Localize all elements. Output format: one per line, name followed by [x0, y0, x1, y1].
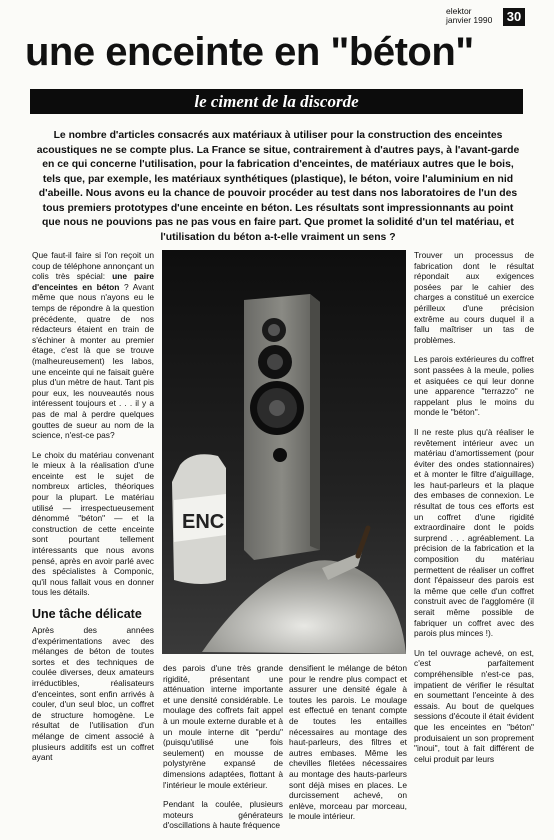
col3-paragraph-1: densifient le mélange de béton pour le rendre plus compact et assurer une densité égale à toutes les parois. Le moulage est effectué en tenant compte de toutes les entailles nécessaires au montage des haut-parleurs, des filtres et autres embases. Même les chevilles filetées nécessaires au montage des hauts-parleurs sont déjà mises en places. Le durcissement achevé, on enlève, morceau par morceau, le moule intérieur.: [289, 663, 407, 822]
woofer: [250, 381, 304, 435]
column-2: [163, 663, 283, 840]
page-number: 30: [503, 8, 525, 26]
col4-paragraph-2: Les parois extérieures du coffret sont passées à la meule, polies et asiquées ce qui leur donne une apparence "terrazzo" ne rappelant plus le moins du monde le "béton".: [414, 354, 534, 418]
bass-port: [273, 448, 287, 462]
col1-paragraph-2: Le choix du matériau convenant le mieux à la réalisation d'une enceinte est le sujet de nombreux articles, théoriques pour la plupart. Le matériau utilisé — irrespectueusement dénommé "béton" — et la construction de cette enceinte sont pourtant tellement intéressants que nous avons pensé, après en avoir parlé avec des spécialistes à Componic, qu'il nous fallait vous en donner tous les détails.: [32, 449, 154, 598]
cement-bag: [172, 454, 226, 584]
col4-paragraph-4: Un tel ouvrage achevé, on est, c'est parfaitement compréhensible n'est-ce pas, impatient de vérifier le résultat en soumettant l'enceinte à des essais. Au bout de quelques sessions d'écoute il était évident que les enceintes en "béton" produisaient un son proprement "inoui", tout à fait différent de celui produit par leurs: [414, 647, 534, 764]
col1-bold-phrase: une paire d'enceintes en béton: [32, 271, 155, 292]
column-1: [32, 250, 154, 772]
intro-paragraph: Le nombre d'articles consacrés aux matériaux à utiliser pour la construction des enceintes acoustiques ne se compte plus. La France se situe, contrairement à d'autres pays, à l'avant-garde en ce qui concerne l'utilisation, pour la fabrication d'enceintes, de matériaux autres que le bois, tels que, par exemple, les matériaux synthétiques (plastique), le béton, voire l'aluminium en nid d'abeille. Nous avons eu la chance de pouvoir procéder au test dans nos laboratoires de l'un des tous premiers prototypes d'une enceinte en béton. Les résultats sont impressionnants au point que nous ne pouvions pas ne pas vous en faire part. Que promet la solidité d'un tel matériau, et l'utilisation du béton a-t-elle vraiment un sens ?: [36, 130, 520, 243]
col4-paragraph-3: Il ne reste plus qu'à réaliser le revêtement intérieur avec un matériau d'amortissement (pour éviter des ondes stationnaires) et à monter le filtre d'aiguillage, les haut-parleurs et la plaque des embases de connexion. Le résultat de tous ces efforts est un coffret d'une rigidité extraordinaire dont le poids surprend . . . agréablement. La précision de la fabrication et la composition du matériau permettent de réaliser un coffret dont l'épaisseur des parois est la même que celle d'un coffret construit avec de l'agglomére (il serait même possible de fabriquer un coffret avec des parois plus minces !).: [414, 426, 534, 639]
section-heading: Une tâche délicate: [32, 607, 142, 621]
col4-paragraph-1: Trouver un processus de fabrication dont le résultat répondait aux exigences posées par le cahier des charges a constitué un exercice périlleux d'une précision extrême au cours duquel il a fallu maîtriser un tas de problèmes.: [414, 250, 534, 345]
col2-paragraph-2: Pendant la coulée, plusieurs moteurs générateurs d'oscillations à haute fréquence: [163, 799, 283, 831]
article-subtitle: le ciment de la discorde: [194, 92, 359, 111]
column-3: [289, 663, 407, 831]
tweeter: [262, 318, 286, 342]
col2-paragraph-1: des parois d'une très grande rigidité, présentant une atténuation interne importante et une densité considérable. Le moulage des coffrets fait appel à un moule externe durable et à un moule interne dit "perdu" (puisqu'utilisé une fois seulement) en mousse de polystyrène expansé de dimensions adaptées, flottant à l'intérieur le moule extérieur.: [163, 663, 283, 790]
bag-label: ENC: [182, 511, 225, 533]
magazine-name: elektor: [446, 6, 472, 16]
col1-paragraph-3: Après des années d'expérimentations avec des mélanges de béton de toutes sortes et des techniques de coulée diverses, deux amateurs irréductibles, réalisateurs d'enceintes, sont enfin arrivés à couler, d'un seul bloc, un coffret de structure homogène. Le résultat de l'utilisation d'un mélange de ciment associé à plusieurs additifs est un coffret ayant: [32, 625, 154, 763]
column-4: [414, 250, 534, 773]
issue-info: [446, 7, 492, 25]
article-title: une enceinte en "béton": [25, 30, 474, 74]
issue-date: janvier 1990: [446, 15, 493, 25]
col1-paragraph-1: Que faut-il faire si l'on reçoit un coup de téléphone annonçant un colis très spécial: une paire d'enceintes en béton ? Avant même que nous n'ayons eu le temps de répondre à la question précédente, quatre de nos rédacteurs étaient en train de s'échiner à monter au premier étage, c'est là que se trouve (malheureusement) les labos, une enceinte qui ne faisait guère plus d'un mètre de haut. Tant pis pour eux, les nouveautés nous intéressent toujours et . . . il y a pas de mal à perdre quelques gouttes de sueur au nom de la science, n'est-ce pas?: [32, 250, 155, 441]
midrange-driver: [258, 345, 292, 379]
speaker-photo: [162, 250, 406, 654]
